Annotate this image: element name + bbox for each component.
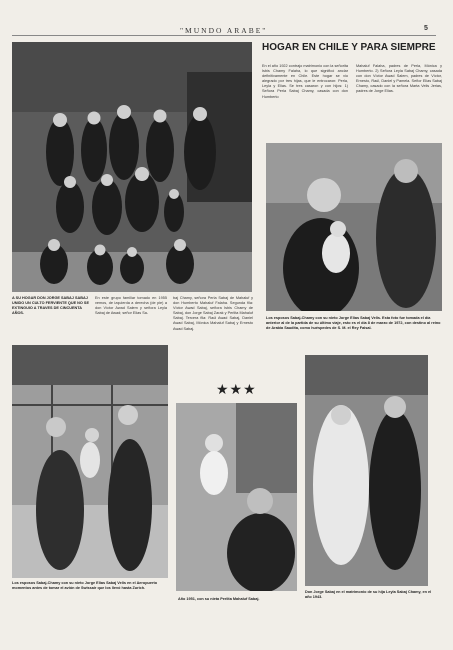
family-caption-bold: A SU HOGAR DON JORGE SABAJ SABAJ UNIDO UN CULTO FERVIENTE QUE NO SE EXTINGUIO A TRAVES DE CINCUENTA AÑOS. xyxy=(12,296,89,315)
magazine-header: "MUNDO ARABE" xyxy=(180,26,268,35)
article-title: HOGAR EN CHILE Y PARA SIEMPRE xyxy=(262,42,436,53)
grandfather-photo xyxy=(266,143,442,311)
intro-text-right: Mahaluf Falaha, padres de Perla, Mónica y Humberto. 2) Señora Leyla Sabaj Chamy, casada con don Víctor Awad Salem, padres de Víctor, Ernesto, Raúl, Daniel y Pamela. Señor Elias Sabaj Chamy, casado con la señora Marta Velis Jerias, padres de Jorge Elias. xyxy=(356,64,442,94)
wedding-photo xyxy=(305,355,428,586)
decorative-stars: ★★★ xyxy=(216,381,257,397)
family-caption-col3: baj Chamy, señora Perla Sabaj de Mahaluf y don Humberto Mahaluf Falaha. Segunda fila: Víctor Awad Sabaj, señora Isbis Chamy de Sabaj, don Jorge Sabaj Zarak y Perlita Mahaluf Sabaj. Tercera fila: Raúl Awad Sabaj, Daniel Awad Sabaj, Mónica Mahaluf Sabaj y Ernesto Awad Sabaj. xyxy=(173,296,253,331)
family-group-photo xyxy=(12,42,252,292)
child-1951-photo xyxy=(176,403,297,591)
page-number: 5 xyxy=(424,25,428,32)
child-1951-caption: Año 1951, con su nieta Perlita Mahaluf Sabaj. xyxy=(178,597,260,601)
airport-caption: Los esposos Sabaj-Chamy con su nieto Jorge Elias Sabaj Velis en el Aeropuerto momentos antes de tomar el avión de Swissair que los llevó hasta Zurich. xyxy=(12,581,158,590)
family-caption-col2: En este grupo familiar tomado en 1955 vemos, de izquierda a derecha (de pie) a don Víctor Awad Salem y señora Leyla Sabaj de Awad; señor Elias Sa- xyxy=(95,296,167,316)
header-rule xyxy=(12,35,436,36)
wedding-caption: Don Jorge Sabaj en el matrimonio de su hija Leyla Sabaj Chamy, en el año 1943. xyxy=(305,590,432,599)
airport-photo xyxy=(12,345,168,578)
grandfather-caption: Los esposos Sabaj-Chamy con su nieto Jorge Elias Sabaj Velis. Esta foto fue tomada el día anterior al de la partida de su último viaje, esto es el día 8 de marzo de 1972, con destino al reino de Arabia Saudita, como huéspedes de S. M. el Rey Faisal. xyxy=(266,316,441,330)
intro-text-left: En el año 1922 contrajo matrimonio con la señorita Isbis Chamy Falaha, lo que significó anclar definitivamente en Chile. Este hogar se vio alegrado por tres hijas, que le entrocaron: Perla, Leyla y Elias. Se tres casaron y con hijos: 1) Señora Perla Sabaj Chamy, casada con don Humberto xyxy=(262,64,348,99)
